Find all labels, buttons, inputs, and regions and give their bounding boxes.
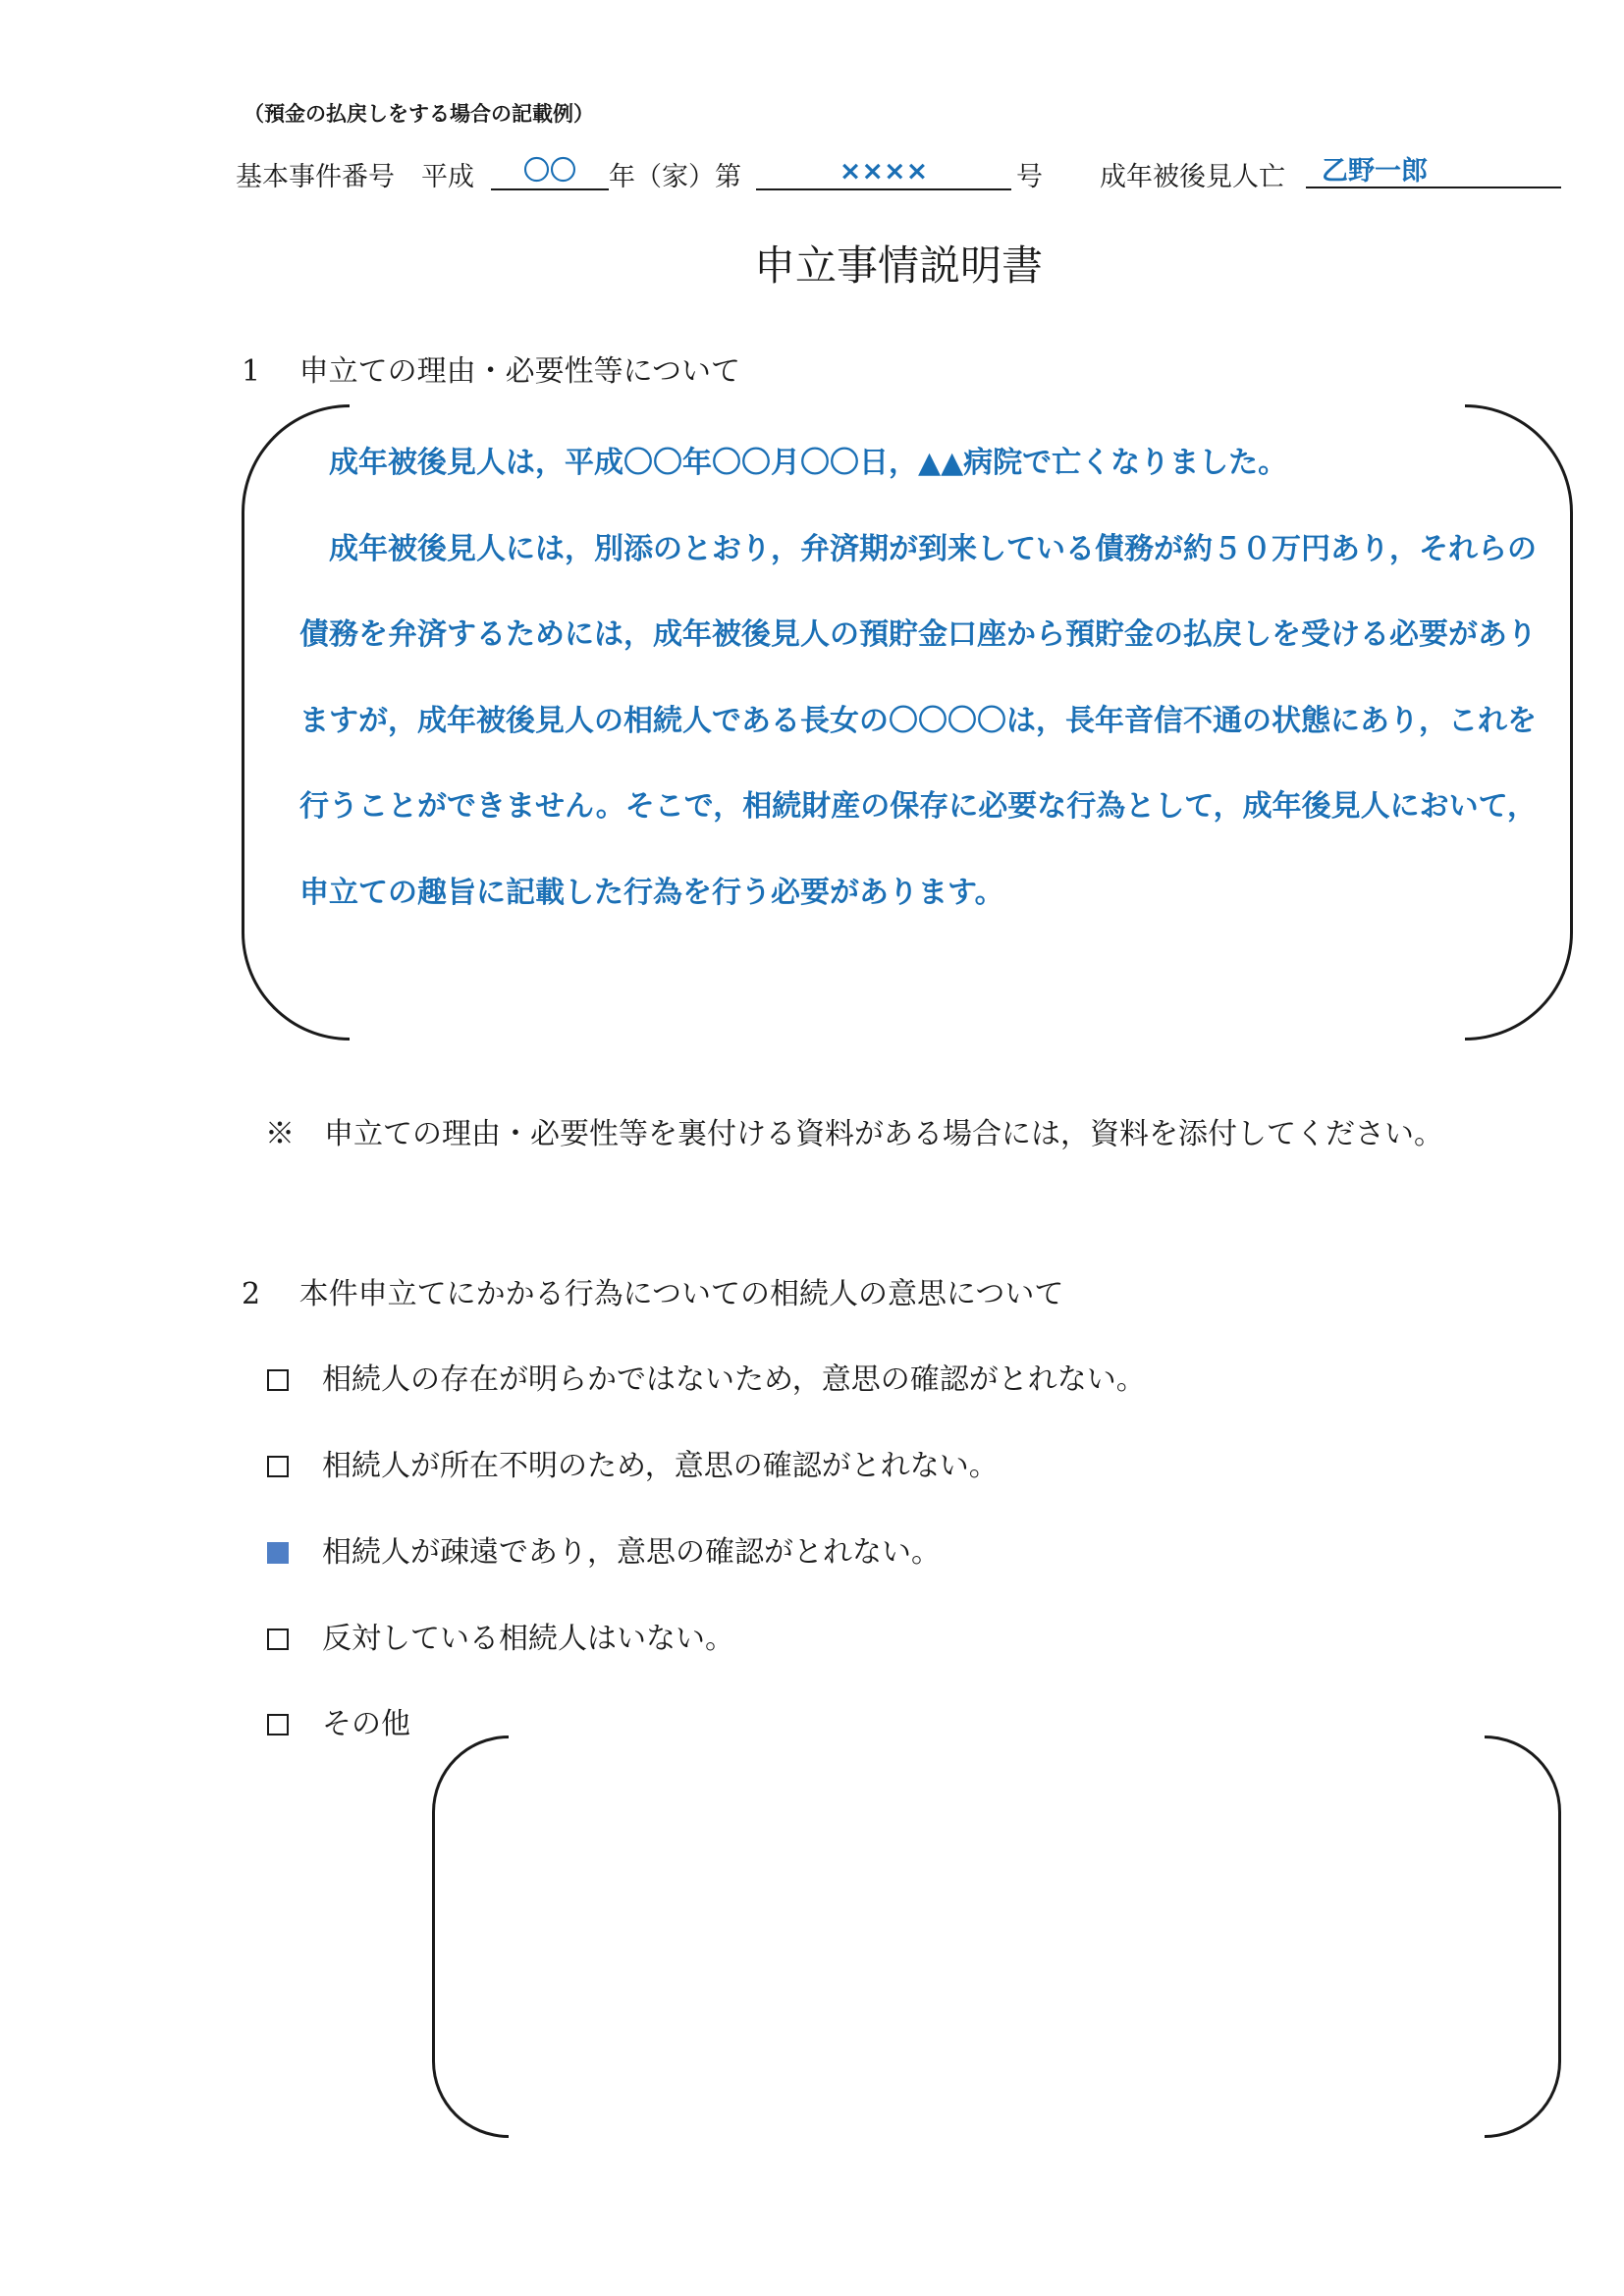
section2-heading: 2 本件申立てにかかる行為についての相続人の意思について [242, 1277, 1064, 1311]
checkbox-icon[interactable] [267, 1456, 289, 1477]
section1-heading: 1 申立ての理由・必要性等について [242, 354, 741, 389]
right-bracket [1485, 1735, 1561, 2138]
case-year-label: 年（家）第 [609, 162, 741, 192]
option-label: 相続人の存在が明らかではないため，意思の確認がとれない。 [322, 1362, 1146, 1397]
left-bracket [432, 1735, 509, 2138]
page-title: 申立事情説明書 [753, 241, 1043, 290]
reason-text-area[interactable] [299, 420, 1537, 935]
reason-paragraph-2: 成年被後見人には，別添のとおり，弁済期が到来している債務が約５０万円あり，それらの債務を弁済するためには，成年被後見人の預貯金口座から預貯金の払戻しを受ける必要がありますが，成年被後見人の相続人である長女の〇〇〇〇は，長年音信不通の状態にあり，これを行うことができません。そこで，相続財産の保存に必要な行為として，成年後見人において，申立ての趣旨に記載した行為を行う必要があります。 [299, 531, 1537, 910]
option-row[interactable] [267, 1699, 410, 1742]
section1-footnote: ※ 申立ての理由・必要性等を裏付ける資料がある場合には，資料を添付してください。 [265, 1117, 1443, 1151]
option-label: その他 [322, 1707, 410, 1741]
case-number-label: 基本事件番号 平成 [236, 162, 474, 192]
other-bracket[interactable] [432, 1735, 1561, 2138]
ward-name-field[interactable]: 乙野一郎 [1306, 155, 1561, 188]
reason-paragraph-1: 成年被後見人は，平成〇〇年〇〇月〇〇日，▲▲病院で亡くなりました。 [329, 446, 1288, 480]
option-label: 相続人が所在不明のため，意思の確認がとれない。 [322, 1449, 999, 1483]
example-note: （預金の払戻しをする場合の記載例） [244, 102, 594, 126]
option-row[interactable] [267, 1355, 1146, 1398]
option-row[interactable] [267, 1527, 941, 1571]
option-row[interactable] [267, 1614, 734, 1657]
checked-checkbox-icon[interactable] [267, 1542, 289, 1564]
ward-label: 成年被後見人亡 [1100, 162, 1285, 192]
case-year-field[interactable]: 〇〇 [491, 155, 609, 190]
option-label: 相続人が疎遠であり，意思の確認がとれない。 [322, 1535, 941, 1570]
checkbox-icon[interactable] [267, 1629, 289, 1650]
checkbox-icon[interactable] [267, 1369, 289, 1391]
checkbox-icon[interactable] [267, 1714, 289, 1735]
option-row[interactable] [267, 1441, 999, 1484]
case-number-field[interactable]: ×××× [756, 155, 1011, 190]
case-number-suffix: 号 [1016, 162, 1043, 192]
option-label: 反対している相続人はいない。 [322, 1622, 734, 1656]
